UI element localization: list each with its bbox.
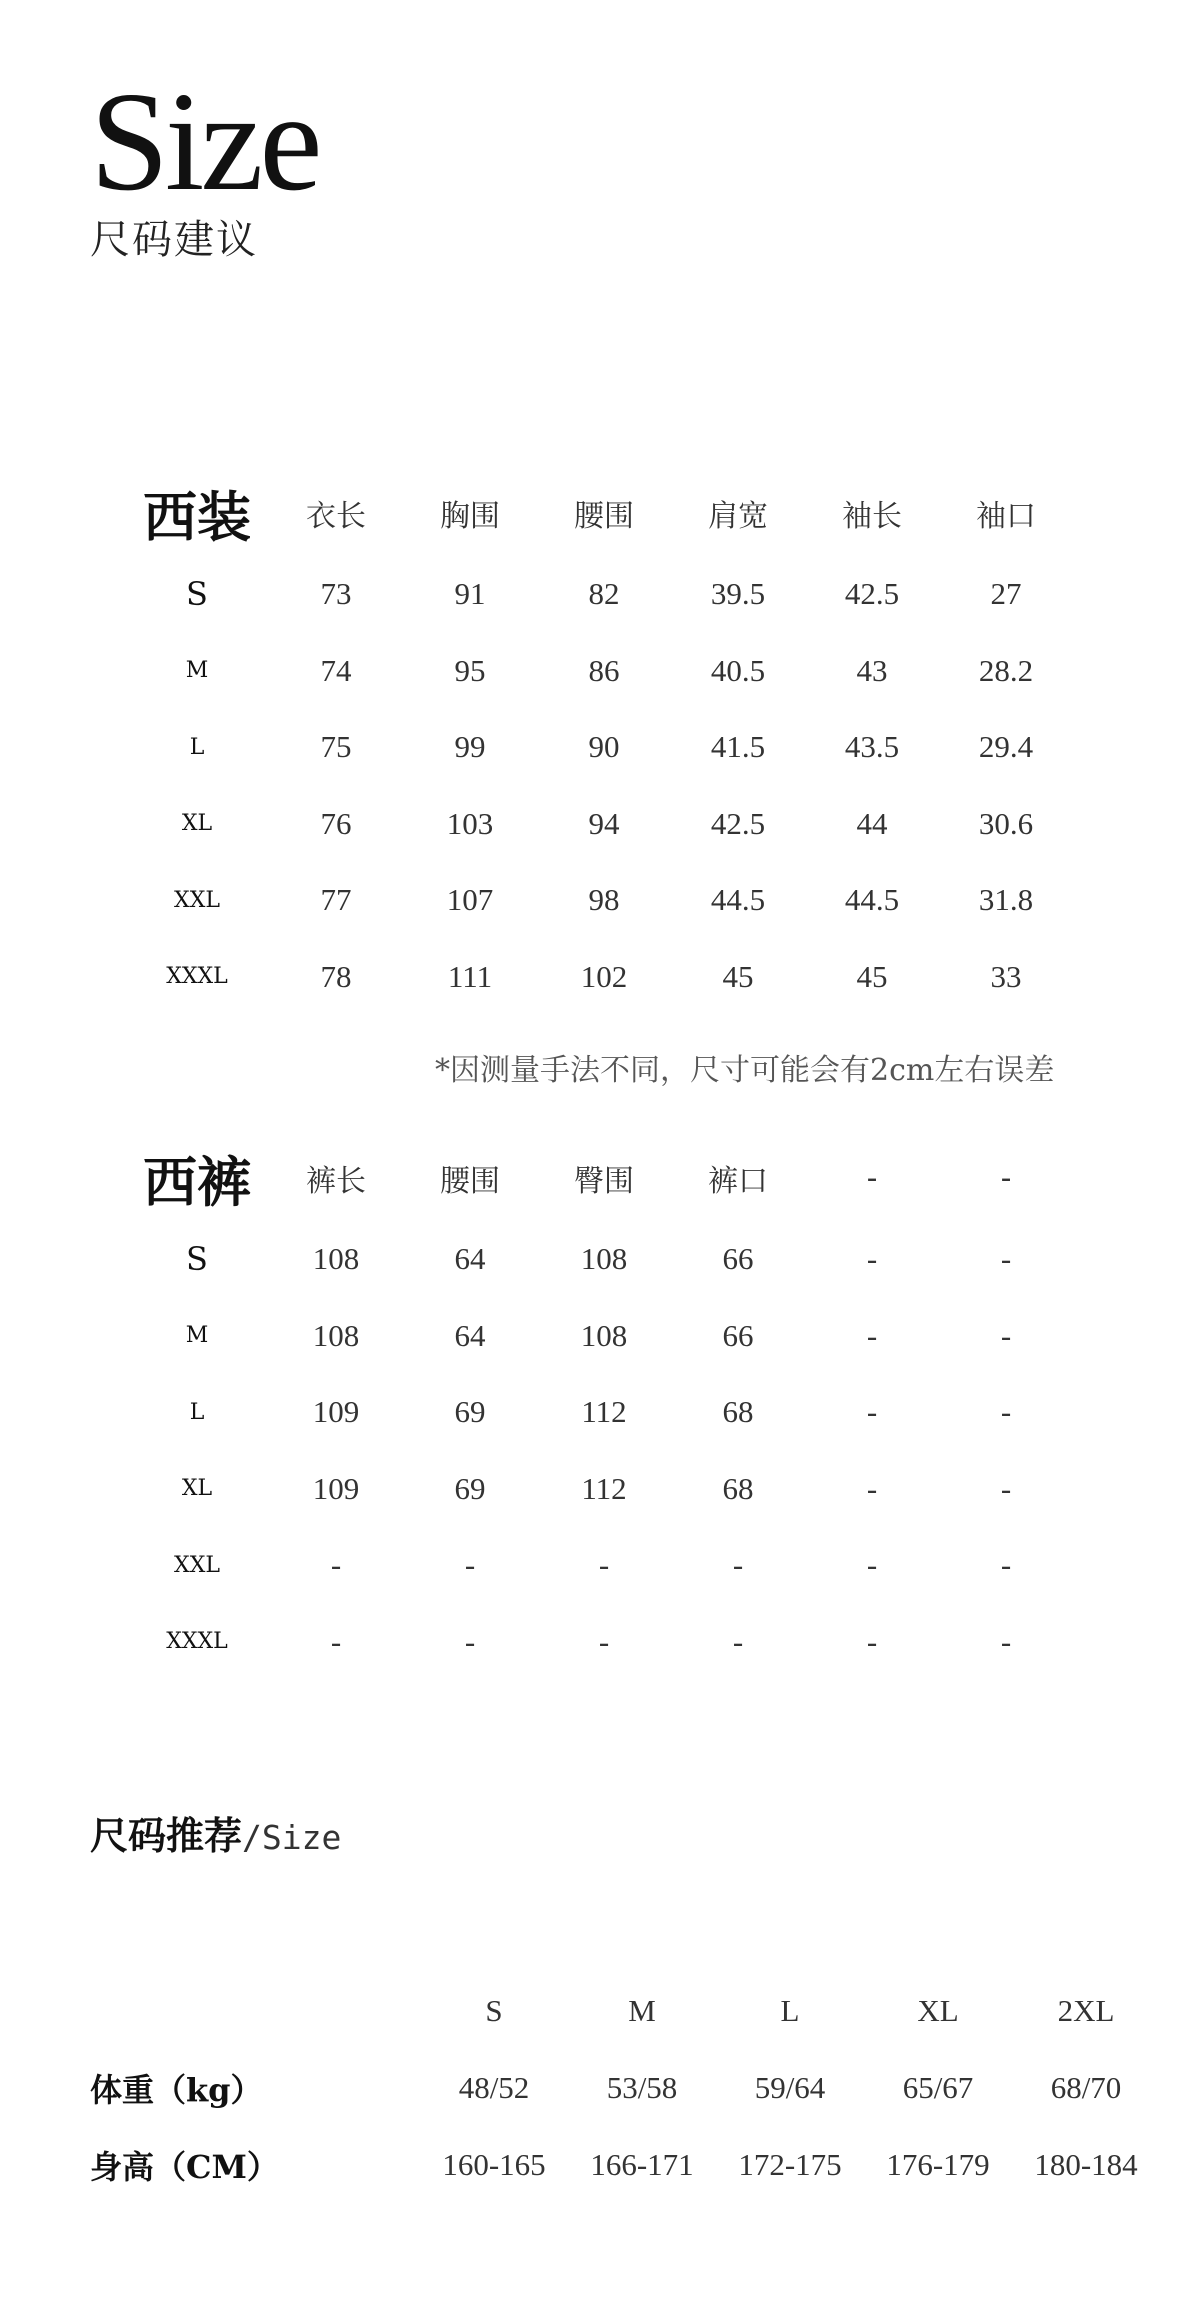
size-label: S: [186, 575, 208, 614]
table-cell: 40.5: [710, 652, 766, 688]
table-cell: 74: [320, 652, 352, 688]
table-cell: 112: [581, 1394, 627, 1430]
recommend-title-cn: 尺码推荐: [90, 1813, 243, 1858]
table-cell: 180-184: [1034, 2146, 1138, 2182]
column-header: 裤长: [306, 1164, 366, 1199]
table-cell: 44.5: [844, 882, 900, 918]
table-cell: 69: [454, 1394, 486, 1430]
column-header: -: [866, 1160, 878, 1196]
table-row: [0, 1451, 1200, 1528]
table-cell: 28.2: [978, 652, 1034, 688]
table-cell: 102: [580, 958, 628, 994]
table-cell: 69: [454, 1470, 486, 1506]
column-header: 裤口: [708, 1164, 768, 1199]
table-row: [0, 786, 1200, 863]
recommend-table: [0, 1972, 1200, 2203]
column-header: 袖长: [842, 499, 902, 534]
column-header: 2XL: [1057, 1992, 1115, 2028]
table-cell: -: [732, 1547, 744, 1583]
table-cell: -: [1000, 1470, 1012, 1506]
table-cell: 82: [588, 576, 620, 612]
table-cell: 109: [312, 1470, 360, 1506]
table-cell: 45: [722, 958, 754, 994]
table-cell: 160-165: [442, 2146, 546, 2182]
table-cell: -: [330, 1547, 342, 1583]
column-header: 腰围: [440, 1164, 500, 1199]
size-label: XXL: [174, 887, 220, 913]
suit-category-label: 西装: [143, 484, 251, 549]
table-cell: 94: [588, 805, 620, 841]
table-cell: -: [866, 1547, 878, 1583]
table-row: [0, 709, 1200, 786]
table-cell: 103: [446, 805, 494, 841]
measurement-note: *因测量手法不同，尺寸可能会有2cm左右误差: [435, 1053, 1055, 1088]
table-cell: 108: [312, 1241, 360, 1277]
table-cell: 41.5: [710, 729, 766, 765]
table-cell: -: [598, 1547, 610, 1583]
table-cell: 43: [856, 652, 888, 688]
table-cell: 108: [580, 1317, 628, 1353]
pants-category-label: 西裤: [143, 1149, 251, 1214]
page-subtitle: 尺码建议: [90, 217, 258, 263]
table-row: [0, 1374, 1200, 1451]
table-row: [0, 1298, 1200, 1375]
table-cell: -: [1000, 1241, 1012, 1277]
table-cell: 176-179: [886, 2146, 990, 2182]
table-cell: 45: [856, 958, 888, 994]
size-label: XXXL: [166, 1629, 228, 1655]
table-cell: -: [1000, 1394, 1012, 1430]
table-cell: -: [866, 1623, 878, 1659]
table-cell: -: [866, 1470, 878, 1506]
table-row: [0, 862, 1200, 939]
table-cell: 91: [454, 576, 486, 612]
table-cell: -: [464, 1623, 476, 1659]
column-header: 袖口: [976, 499, 1036, 534]
table-cell: 107: [446, 882, 494, 918]
column-header: XL: [917, 1992, 959, 2028]
table-cell: 27: [990, 576, 1022, 612]
table-row: [0, 556, 1200, 633]
table-cell: -: [464, 1547, 476, 1583]
column-header: L: [780, 1992, 800, 2028]
pants-header-row: [0, 1135, 1200, 1221]
column-header: M: [628, 1992, 656, 2028]
size-label: L: [189, 734, 205, 760]
column-header: 肩宽: [708, 499, 768, 534]
recommend-title: [90, 1805, 341, 1860]
size-label: XXL: [174, 1552, 220, 1578]
table-row: [0, 2126, 1200, 2203]
row-label: 体重（kg）: [90, 2070, 263, 2109]
column-header: 胸围: [440, 499, 500, 534]
table-cell: -: [866, 1241, 878, 1277]
table-cell: 108: [580, 1241, 628, 1277]
table-cell: 98: [588, 882, 620, 918]
table-cell: 42.5: [844, 576, 900, 612]
table-cell: 76: [320, 805, 352, 841]
table-row: [0, 1604, 1200, 1681]
table-cell: 111: [447, 958, 493, 994]
table-cell: -: [1000, 1623, 1012, 1659]
page-title: Size: [90, 62, 319, 220]
size-label: XXXL: [166, 964, 228, 990]
pants-size-table: [0, 1135, 1200, 1680]
table-cell: 65/67: [902, 2069, 974, 2105]
table-cell: 59/64: [754, 2069, 826, 2105]
table-cell: 64: [454, 1317, 486, 1353]
table-cell: 68: [722, 1394, 754, 1430]
table-cell: 29.4: [978, 729, 1034, 765]
table-cell: 86: [588, 652, 620, 688]
row-label: 身高（CM）: [90, 2147, 279, 2186]
table-row: [0, 1527, 1200, 1604]
size-label: S: [186, 1240, 208, 1279]
column-header: 衣长: [306, 499, 366, 534]
table-cell: 109: [312, 1394, 360, 1430]
table-cell: 68: [722, 1470, 754, 1506]
table-cell: 44: [856, 805, 888, 841]
table-row: [0, 2049, 1200, 2126]
table-cell: 30.6: [978, 805, 1034, 841]
table-cell: 44.5: [710, 882, 766, 918]
table-cell: -: [866, 1394, 878, 1430]
table-cell: -: [598, 1623, 610, 1659]
suit-size-table: [0, 470, 1200, 1015]
size-label: XL: [181, 1476, 213, 1502]
column-header: S: [485, 1992, 503, 2028]
size-label: M: [185, 1323, 209, 1349]
table-cell: 66: [722, 1317, 754, 1353]
table-cell: 66: [722, 1241, 754, 1277]
table-cell: 166-171: [590, 2146, 694, 2182]
table-cell: 43.5: [844, 729, 900, 765]
table-row: [0, 633, 1200, 710]
table-cell: 48/52: [458, 2069, 530, 2105]
size-label: L: [189, 1399, 205, 1425]
table-cell: 39.5: [710, 576, 766, 612]
table-cell: -: [732, 1623, 744, 1659]
table-cell: 99: [454, 729, 486, 765]
table-cell: 108: [312, 1317, 360, 1353]
page-header: [90, 62, 319, 265]
recommend-header-row: [0, 1972, 1200, 2049]
table-cell: 64: [454, 1241, 486, 1277]
table-row: [0, 939, 1200, 1016]
table-cell: 78: [320, 958, 352, 994]
table-row: [0, 1221, 1200, 1298]
table-cell: 31.8: [978, 882, 1034, 918]
suit-header-row: [0, 470, 1200, 556]
table-cell: 42.5: [710, 805, 766, 841]
table-cell: -: [1000, 1547, 1012, 1583]
recommend-title-en: /Size: [242, 1818, 342, 1857]
size-label: M: [185, 658, 209, 684]
table-cell: 33: [990, 958, 1022, 994]
table-cell: 73: [320, 576, 352, 612]
table-cell: 75: [320, 729, 352, 765]
column-header: -: [1000, 1160, 1012, 1196]
table-cell: 112: [581, 1470, 627, 1506]
table-cell: -: [1000, 1317, 1012, 1353]
table-cell: -: [866, 1317, 878, 1353]
table-cell: 172-175: [738, 2146, 842, 2182]
table-cell: 90: [588, 729, 620, 765]
column-header: 腰围: [574, 499, 634, 534]
table-cell: 68/70: [1050, 2069, 1122, 2105]
table-cell: 77: [320, 882, 352, 918]
table-cell: -: [330, 1623, 342, 1659]
table-cell: 95: [454, 652, 486, 688]
table-cell: 53/58: [606, 2069, 678, 2105]
column-header: 臀围: [574, 1164, 634, 1199]
size-label: XL: [181, 811, 213, 837]
